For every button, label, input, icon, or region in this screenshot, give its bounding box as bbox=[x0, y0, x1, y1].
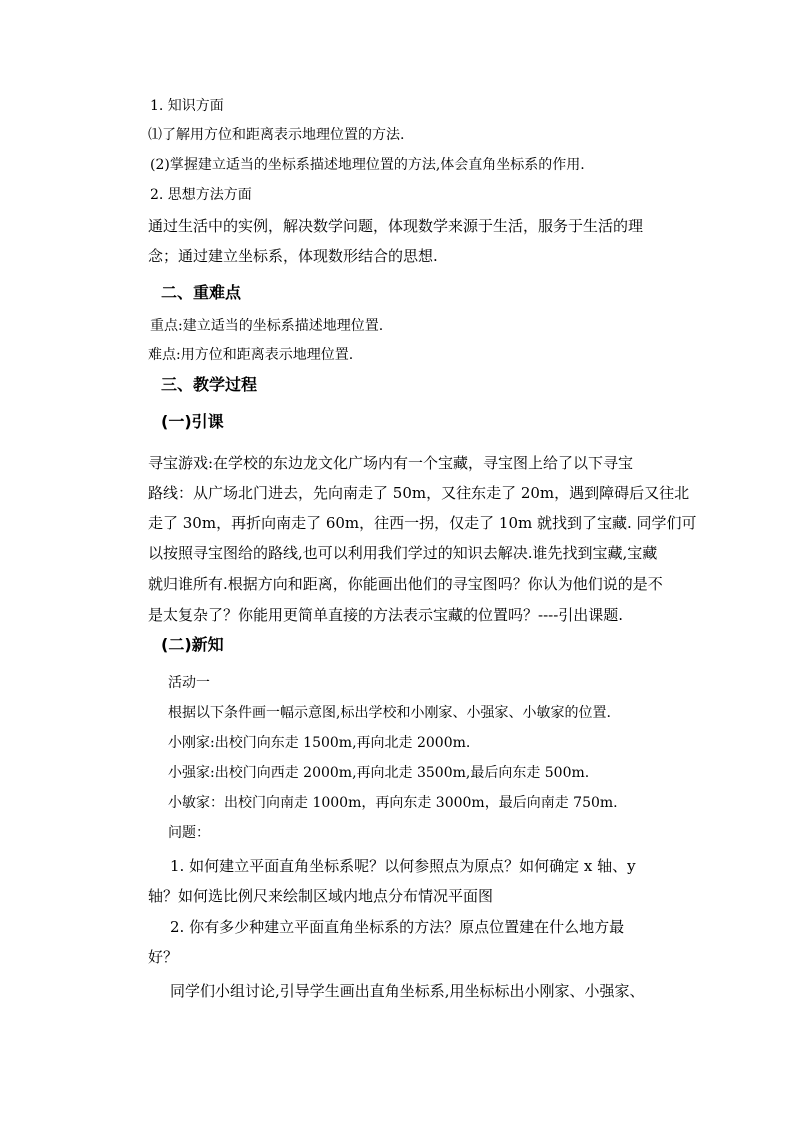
question-1-line-2: 轴？如何选比例尺来绘制区域内地点分布情况平面图 bbox=[148, 887, 494, 905]
knowledge-heading: 1. 知识方面 bbox=[150, 98, 224, 114]
intro-line: 路线：从广场北门进去，先向南走了 50m，又往东走了 20m，遇到障碍后又往北 bbox=[148, 484, 690, 502]
difficult-point: 难点:用方位和距离表示地理位置. bbox=[148, 347, 354, 363]
activity-desc: 根据以下条件画一幅示意图,标出学校和小刚家、小强家、小敏家的位置. bbox=[168, 705, 611, 721]
intro-line: 以按照寻宝图给的路线,也可以利用我们学过的知识去解决.谁先找到宝藏,宝藏 bbox=[148, 544, 658, 562]
method-text-line-1: 通过生活中的实例，解决数学问题，体现数学来源于生活，服务于生活的理 bbox=[148, 217, 644, 235]
question-1-line-1: 1. 如何建立平面直角坐标系呢？以何参照点为原点？如何确定 x 轴、y bbox=[170, 857, 636, 875]
knowledge-item-1: ⑴了解用方位和距离表示地理位置的方法. bbox=[148, 127, 405, 143]
discussion-text: 同学们小组讨论,引导学生画出直角坐标系,用坐标标出小刚家、小强家、 bbox=[170, 982, 645, 1000]
section-heading-key-difficult: 二、重难点 bbox=[161, 283, 242, 302]
intro-line: 就归谁所有.根据方向和距离，你能画出他们的寻宝图吗？你认为他们说的是不 bbox=[148, 575, 663, 593]
xiaogang-route: 小刚家:出校门向东走 1500m,再向北走 2000m. bbox=[168, 735, 471, 751]
intro-line: 走了 30m，再折向南走了 60m，往西一拐，仅走了 10m 就找到了宝藏. 同学们可 bbox=[148, 514, 697, 532]
key-point: 重点:建立适当的坐标系描述地理位置. bbox=[150, 318, 384, 334]
new-knowledge-heading: (二)新知 bbox=[161, 635, 224, 654]
xiaoqiang-route: 小强家:出校门向西走 2000m,再向北走 3500m,最后向东走 500m. bbox=[168, 765, 590, 781]
question-2-line-1: 2. 你有多少种建立平面直角坐标系的方法？原点位置建在什么地方最 bbox=[170, 918, 625, 936]
intro-line: 是太复杂了？你能用更简单直接的方法表示宝藏的位置吗？----引出课题. bbox=[148, 606, 624, 624]
activity-title: 活动一 bbox=[168, 675, 210, 691]
xiaomin-route: 小敏家：出校门向南走 1000m，再向东走 3000m，最后向南走 750m. bbox=[168, 795, 618, 811]
question-2-line-2: 好？ bbox=[148, 948, 179, 966]
questions-label: 问题： bbox=[168, 825, 210, 841]
intro-heading: (一)引课 bbox=[161, 412, 224, 431]
section-heading-teaching-process: 三、教学过程 bbox=[161, 375, 258, 394]
knowledge-item-2: (2)掌握建立适当的坐标系描述地理位置的方法,体会直角坐标系的作用. bbox=[150, 157, 585, 173]
method-text-line-2: 念；通过建立坐标系，体现数形结合的思想. bbox=[148, 247, 438, 265]
method-heading: 2. 思想方法方面 bbox=[150, 187, 252, 203]
intro-line: 寻宝游戏:在学校的东边龙文化广场内有一个宝藏，寻宝图上给了以下寻宝 bbox=[148, 454, 634, 472]
